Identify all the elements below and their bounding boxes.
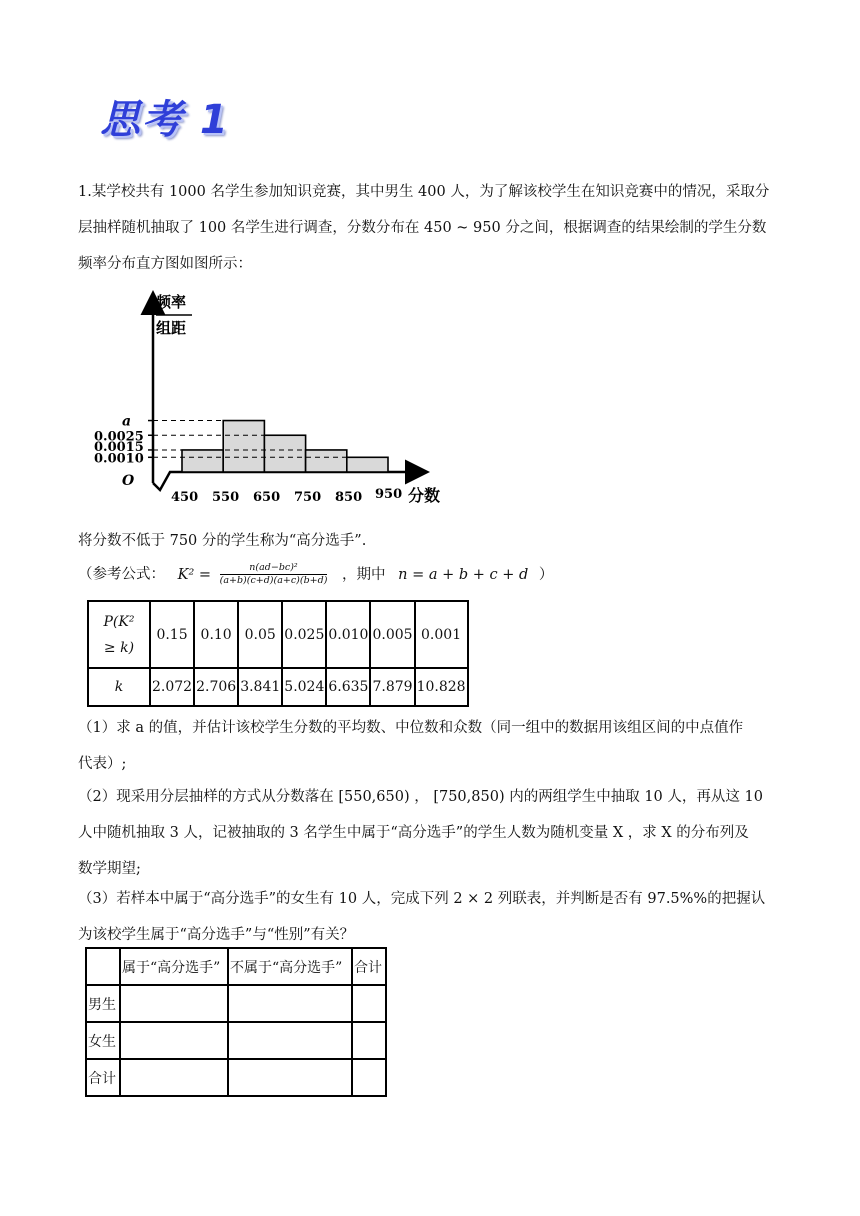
empty-cell xyxy=(120,1059,228,1096)
histogram-bar xyxy=(223,421,264,472)
k-value-cell: 3.841 xyxy=(238,668,282,706)
header-cell: 合计 xyxy=(352,948,386,985)
question-2 xyxy=(78,779,788,887)
k-value-cell: 10.828 xyxy=(415,668,468,706)
table-row xyxy=(86,1022,386,1059)
intro-line-2: 层抽样随机抽取了 100 名学生进行调查，分数分布在 450 ~ 950 分之间，根据调查的结果绘制的学生分数 xyxy=(78,220,767,236)
empty-cell xyxy=(120,1022,228,1059)
y-tick-label: 0.0015 xyxy=(94,439,144,455)
ref-lhs: K² = xyxy=(177,566,212,583)
row-label-cell: 男生 xyxy=(86,985,120,1022)
question-3 xyxy=(78,881,788,953)
table-row xyxy=(86,948,386,985)
y-tick-label: a xyxy=(122,413,132,430)
q2-line-1: （2）现采用分层抽样的方式从分数落在 [550,650) ， [750,850) 内的两组学生中抽取 10 人，再从这 10 xyxy=(78,789,763,805)
question-1 xyxy=(78,710,788,782)
ref-mid: ，期中 xyxy=(342,566,386,583)
critical-value-table xyxy=(87,600,469,707)
k-value-cell: 2.072 xyxy=(150,668,194,706)
k-value-cell: 6.635 xyxy=(326,668,370,706)
q1-line-1: （1）求 a 的值，并估计该校学生分数的平均数、中位数和众数（同一组中的数据用该组区间的中点值作 xyxy=(78,720,744,736)
k-value-cell: 5.024 xyxy=(282,668,326,706)
row-label-cell: 合计 xyxy=(86,1059,120,1096)
ref-close: ） xyxy=(538,566,554,583)
table-row xyxy=(88,668,468,706)
k-value-cell: 7.879 xyxy=(370,668,414,706)
x-tick-label: 450 xyxy=(171,490,199,505)
ref-n-formula: n = a + b + c + d xyxy=(398,566,529,583)
empty-cell xyxy=(352,1059,386,1096)
q2-line-2: 人中随机抽取 3 人，记被抽取的 3 名学生中属于“高分选手”的学生人数为随机变量 X ，求 X 的分布列及 xyxy=(78,825,749,841)
ref-fraction xyxy=(220,562,328,587)
ref-prefix: （参考公式： xyxy=(78,566,165,583)
header-cell xyxy=(86,948,120,985)
ref-denominator: (a+b)(c+d)(a+c)(b+d) xyxy=(219,575,328,586)
x-tick-label: 650 xyxy=(253,490,281,505)
y-tick-label: 0.0025 xyxy=(94,429,144,445)
k-header-cell: k xyxy=(88,668,150,706)
q1-line-2: 代表）; xyxy=(78,756,127,772)
y-tick-label: 0.0010 xyxy=(94,451,144,467)
header-cell: 不属于“高分选手” xyxy=(228,948,352,985)
x-tick-label: 850 xyxy=(335,490,363,505)
empty-cell xyxy=(228,1059,352,1096)
p-header-line-2: ≥ k) xyxy=(103,639,135,656)
x-tick-label: 750 xyxy=(294,490,322,505)
empty-cell xyxy=(228,1022,352,1059)
intro-line-3: 频率分布直方图如图所示： xyxy=(78,256,252,272)
ref-numerator: n(ad−bc)² xyxy=(220,562,328,575)
definition-text: 将分数不低于 750 分的学生称为“高分选手”. xyxy=(78,533,367,549)
page-title: 思考 1 xyxy=(100,97,230,143)
k-value-cell: 2.706 xyxy=(194,668,238,706)
q2-line-3: 数学期望; xyxy=(78,861,141,877)
table-row xyxy=(86,985,386,1022)
table-row xyxy=(88,601,468,668)
p-value-cell: 0.10 xyxy=(194,601,238,668)
p-header-line-1: P(K² xyxy=(103,613,135,630)
p-value-cell: 0.025 xyxy=(282,601,326,668)
p-value-cell: 0.15 xyxy=(150,601,194,668)
intro-line-1: 1.某学校共有 1000 名学生参加知识竞赛，其中男生 400 人，为了解该校学生在知识竞赛中的情况，采取分 xyxy=(78,184,770,200)
header-cell: 属于“高分选手” xyxy=(120,948,228,985)
x-tick-label: 950 xyxy=(375,487,403,502)
empty-cell xyxy=(352,985,386,1022)
xlabel: 分数 xyxy=(408,486,441,505)
p-value-cell: 0.005 xyxy=(370,601,414,668)
empty-cell xyxy=(120,985,228,1022)
contingency-table xyxy=(85,947,387,1097)
table-row xyxy=(86,1059,386,1096)
q3-line-2: 为该校学生属于“高分选手”与“性别”有关？ xyxy=(78,927,355,943)
ylabel-top: 频率 xyxy=(156,293,187,311)
empty-cell xyxy=(352,1022,386,1059)
problem-intro xyxy=(78,174,788,282)
q3-line-1: （3）若样本中属于“高分选手”的女生有 10 人，完成下列 2 × 2 列联表，并判断是否有 97.5%%的把握认 xyxy=(78,891,766,907)
p-value-cell: 0.010 xyxy=(326,601,370,668)
reference-formula xyxy=(78,562,553,587)
p-value-cell: 0.001 xyxy=(415,601,468,668)
histogram-bar xyxy=(182,450,223,472)
ylabel-bottom: 组距 xyxy=(156,319,187,337)
empty-cell xyxy=(228,985,352,1022)
x-tick-label: 550 xyxy=(212,490,240,505)
p-value-cell: 0.05 xyxy=(238,601,282,668)
histogram-bar xyxy=(306,450,347,472)
histogram-bar xyxy=(347,457,388,472)
origin-label: O xyxy=(122,473,135,489)
histogram-bar xyxy=(264,435,305,472)
row-label-cell: 女生 xyxy=(86,1022,120,1059)
p-header-cell xyxy=(88,601,150,668)
frequency-histogram xyxy=(80,285,460,515)
